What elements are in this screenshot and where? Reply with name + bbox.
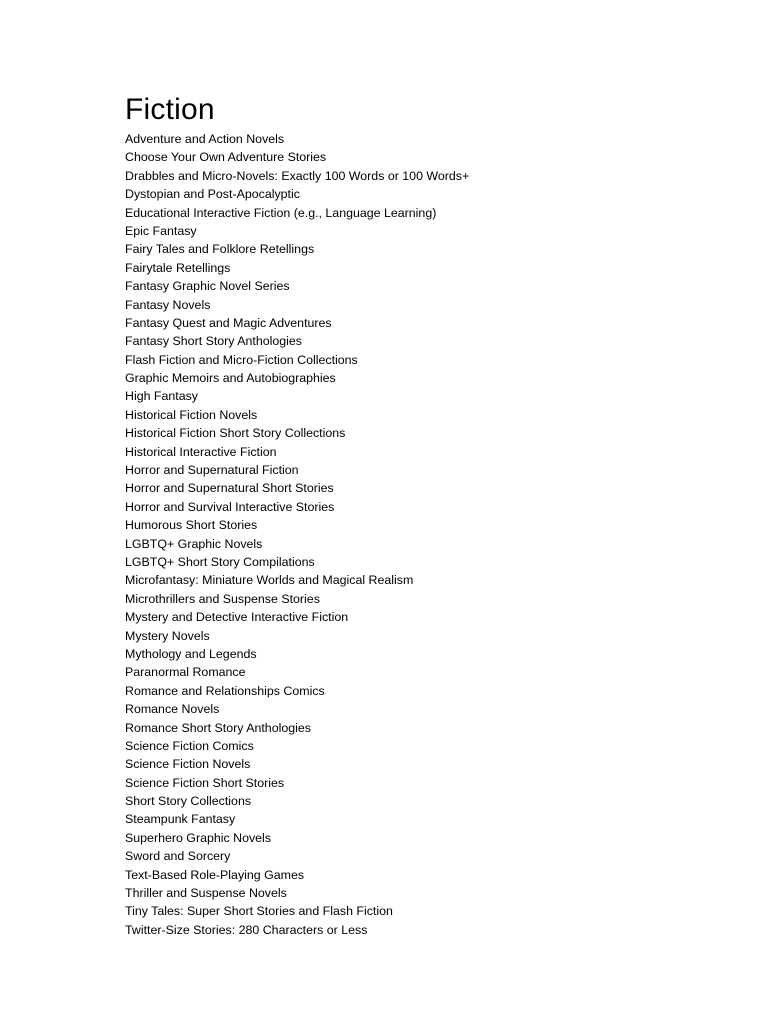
list-item: Science Fiction Short Stories	[125, 775, 285, 790]
genre-list	[125, 130, 725, 939]
list-item: Horror and Supernatural Short Stories	[125, 481, 334, 496]
list-item: Sword and Sorcery	[125, 849, 231, 864]
list-item: Science Fiction Novels	[125, 757, 251, 772]
list-item: Fantasy Short Story Anthologies	[125, 334, 303, 349]
list-item: Mystery and Detective Interactive Fiction	[125, 610, 349, 625]
list-item: Microthrillers and Suspense Stories	[125, 591, 320, 606]
list-item: Mythology and Legends	[125, 646, 257, 661]
list-item: Fairytale Retellings	[125, 260, 231, 275]
list-item: Steampunk Fantasy	[125, 812, 236, 827]
list-item: Adventure and Action Novels	[125, 132, 285, 146]
list-item: Romance Short Story Anthologies	[125, 720, 311, 735]
list-item: Flash Fiction and Micro-Fiction Collections	[125, 352, 358, 367]
list-item: Paranormal Romance	[125, 665, 246, 680]
list-item: Superhero Graphic Novels	[125, 830, 272, 845]
list-item: Historical Interactive Fiction	[125, 444, 277, 459]
list-item: LGBTQ+ Short Story Compilations	[125, 554, 315, 569]
list-item: Drabbles and Micro-Novels: Exactly 100 Words or 100 Words+	[125, 168, 470, 183]
list-item: Short Story Collections	[125, 794, 252, 809]
list-item: Historical Fiction Short Story Collections	[125, 426, 346, 441]
list-item: LGBTQ+ Graphic Novels	[125, 536, 263, 551]
list-item: Historical Fiction Novels	[125, 407, 258, 422]
page-title: Fiction	[125, 93, 215, 126]
list-item: Epic Fantasy	[125, 223, 197, 238]
list-item: Fantasy Novels	[125, 297, 211, 312]
list-item: Thriller and Suspense Novels	[125, 886, 287, 901]
list-item: Horror and Supernatural Fiction	[125, 463, 299, 478]
list-item: Science Fiction Comics	[125, 738, 254, 753]
list-item: Humorous Short Stories	[125, 518, 258, 533]
list-item: High Fantasy	[125, 389, 199, 404]
list-item: Dystopian and Post-Apocalyptic	[125, 187, 300, 202]
list-item: Text-Based Role-Playing Games	[125, 867, 305, 882]
list-item: Fantasy Graphic Novel Series	[125, 279, 290, 294]
list-item: Tiny Tales: Super Short Stories and Flash Fiction	[125, 904, 393, 919]
list-item: Educational Interactive Fiction (e.g., Language Learning)	[125, 205, 437, 220]
list-item: Mystery Novels	[125, 628, 210, 643]
document-page	[125, 94, 725, 939]
list-item: Fairy Tales and Folklore Retellings	[125, 242, 315, 257]
list-item: Graphic Memoirs and Autobiographies	[125, 371, 336, 386]
list-item: Horror and Survival Interactive Stories	[125, 499, 335, 514]
list-item: Romance and Relationships Comics	[125, 683, 325, 698]
list-item: Microfantasy: Miniature Worlds and Magical Realism	[125, 573, 414, 588]
list-item: Twitter-Size Stories: 280 Characters or Less	[125, 922, 368, 937]
list-item: Romance Novels	[125, 702, 220, 717]
list-item: Fantasy Quest and Magic Adventures	[125, 315, 332, 330]
list-item: Choose Your Own Adventure Stories	[125, 150, 327, 165]
